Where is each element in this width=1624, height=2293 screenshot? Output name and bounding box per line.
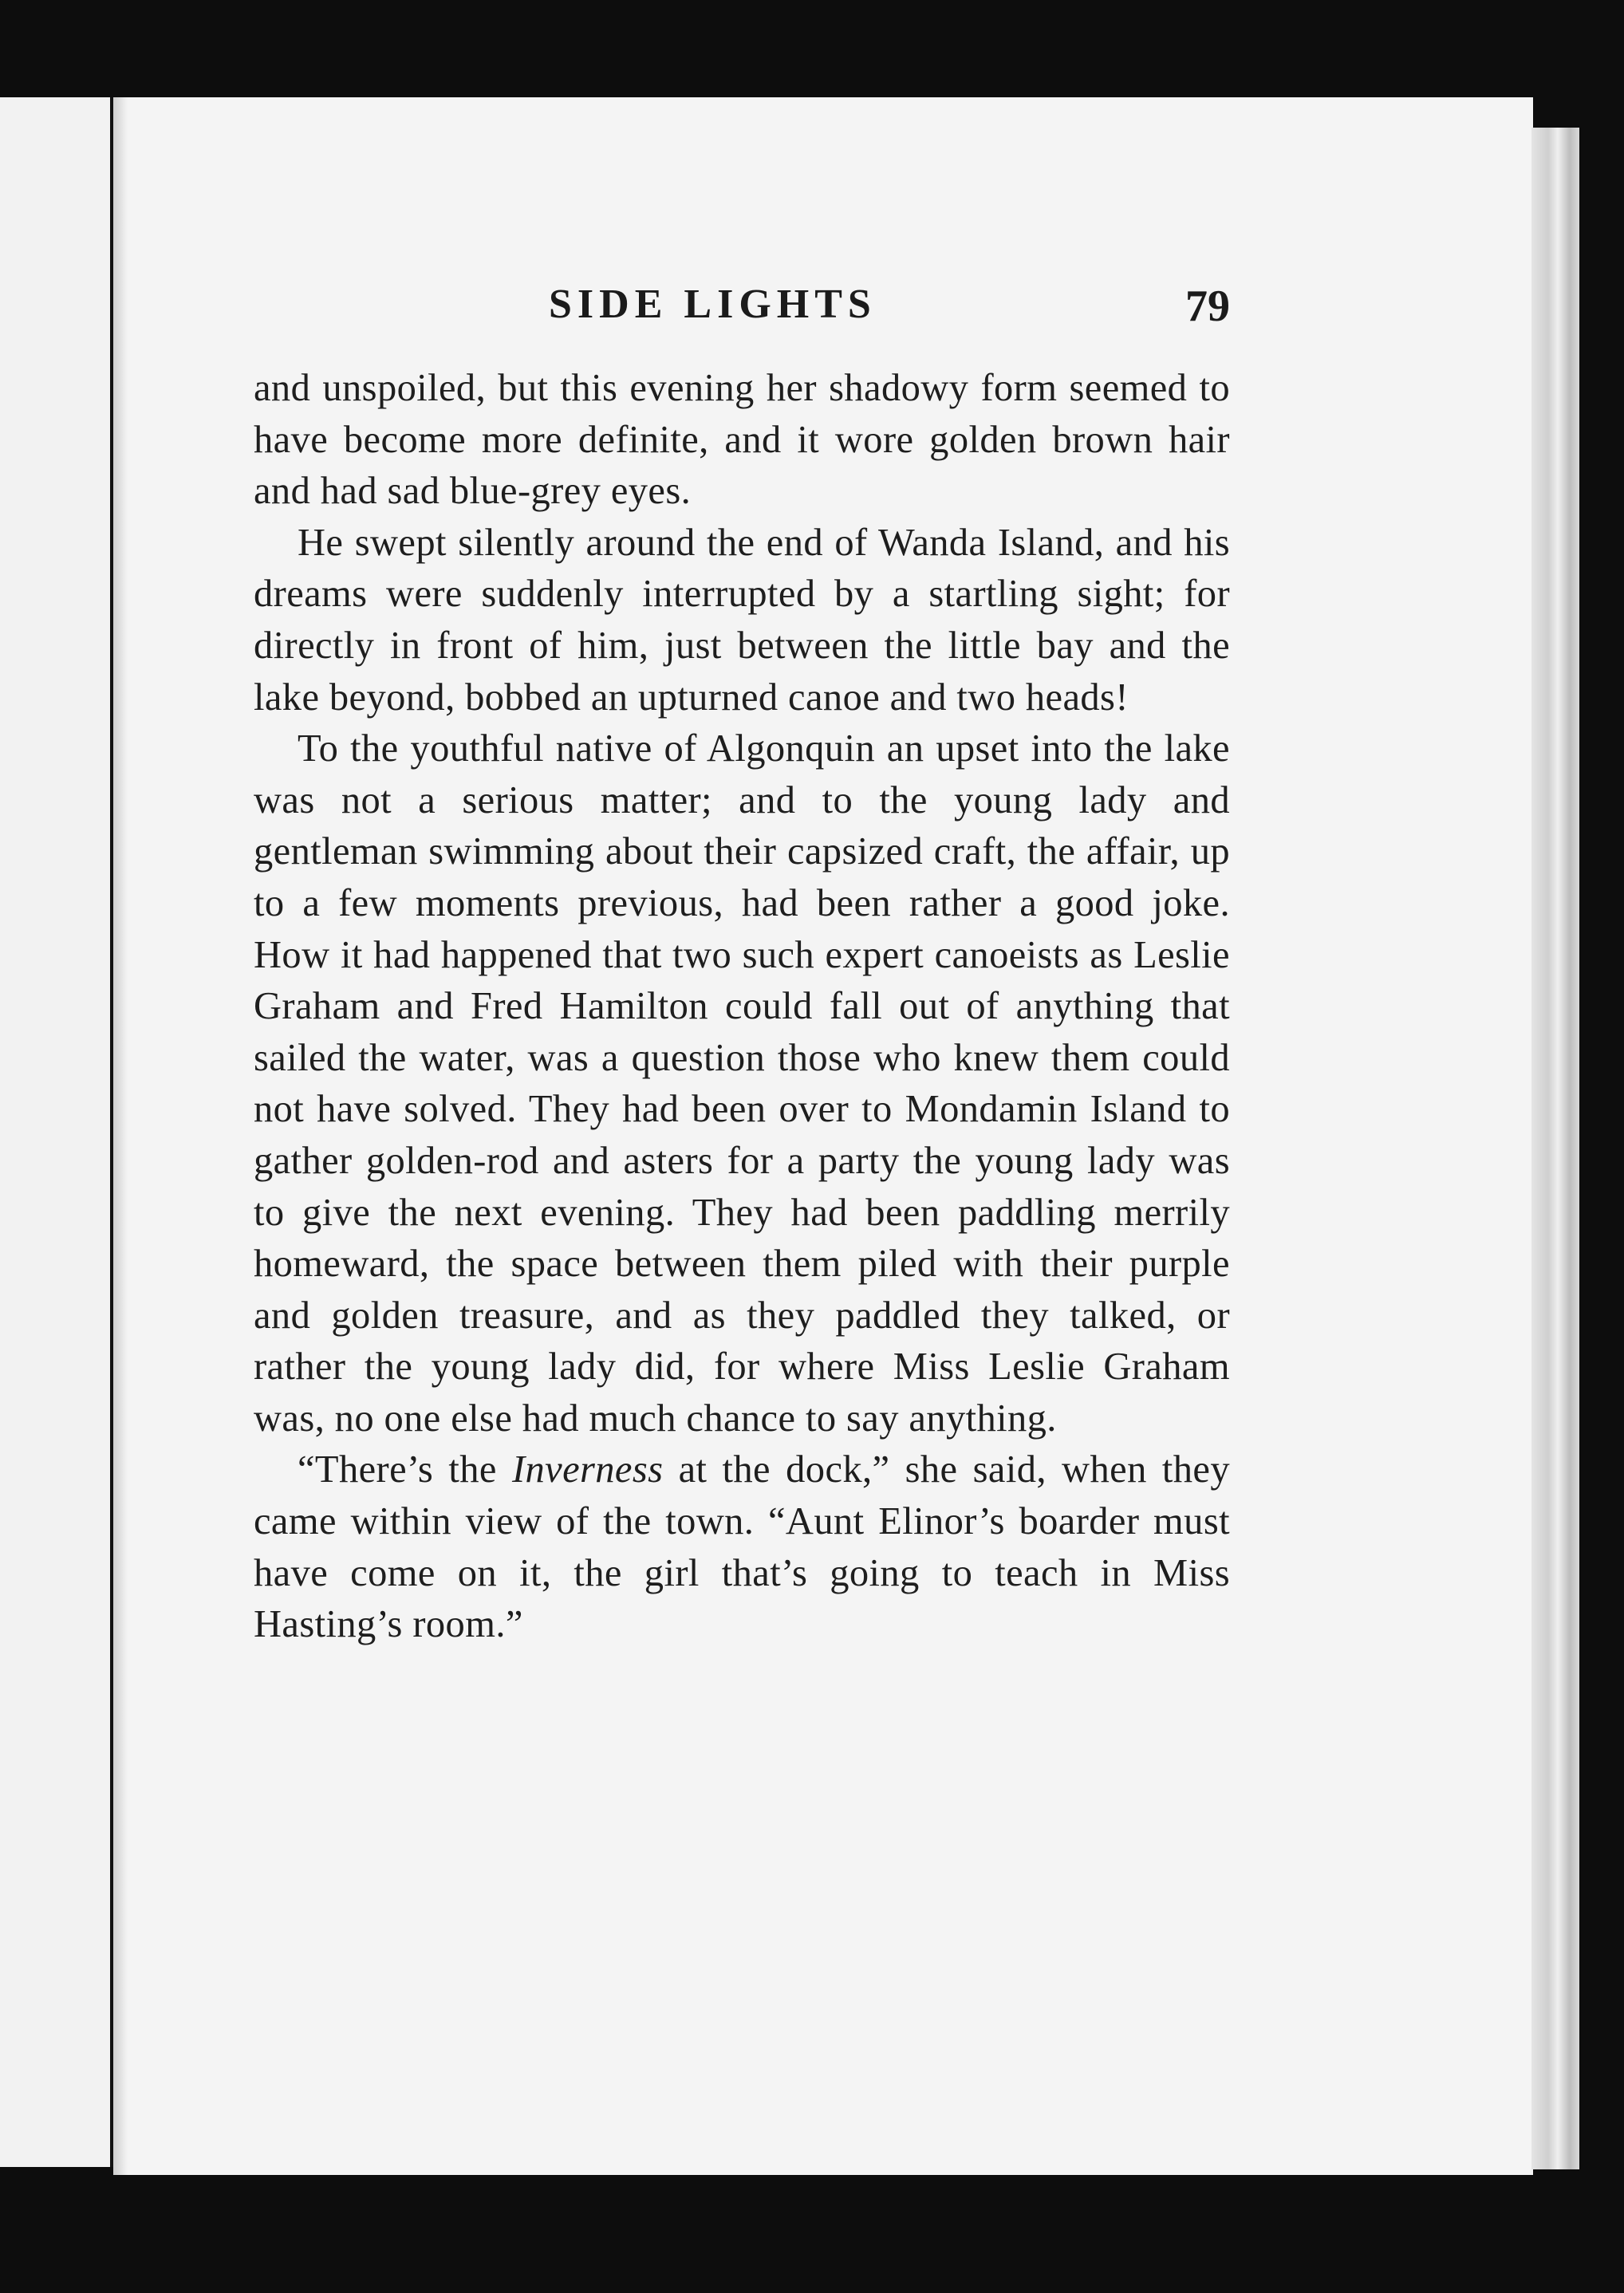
page-number: 79	[1185, 282, 1230, 331]
facing-page-edge	[0, 97, 114, 2167]
ship-name-italic: Inverness	[511, 1448, 664, 1491]
paragraph-3: To the youthful native of Algonquin an upset into the lake was not a serious matter; and to the young lady and gentleman swimming about their capsized craft, the affair, up to a few moments previous, had been rather a good joke. How it had happened that two such expert canoeists as Leslie Graham and Fred Hamilton could fall out of anything that sailed the water, was a question those who knew them could not have solved. They had been over to Mondamin Island to gather golden-rod and asters for a party the young lady was to give the next evening. They had been paddling merrily homeward, the space between them piled with their purple and golden treasure, and as they paddled they talked, or rather the young lady did, for where Miss Leslie Graham was, no one else had much chance to say anything.	[254, 727, 1230, 1440]
gutter-shadow	[113, 97, 128, 2175]
paragraph-1: and unspoiled, but this evening her shadowy form seemed to have become more definite, and it wore golden brown hair and had sad blue-grey eyes.	[254, 367, 1230, 513]
paragraph-2: He swept silently around the end of Wanda Island, and his dreams were suddenly interrupted by a startling sight; for directly in front of him, just between the little bay and the lake beyond, bobbed an upturned canoe and two heads!	[254, 521, 1230, 719]
paragraph-4-text-a: “There’s the	[298, 1448, 512, 1491]
page-stack-edge	[1531, 128, 1579, 2169]
paragraph-4	[254, 1444, 1230, 1650]
page-header	[254, 281, 1230, 337]
paragraph-4-text-b: at the dock,” she said, when they came within view of the town. “Aunt Elinor’s boarder must have come on it, the girl that’s going to teach in Miss Hasting’s room.”	[254, 1448, 1230, 1646]
body-text	[254, 363, 1230, 1651]
running-head: SIDE LIGHTS	[549, 282, 877, 327]
